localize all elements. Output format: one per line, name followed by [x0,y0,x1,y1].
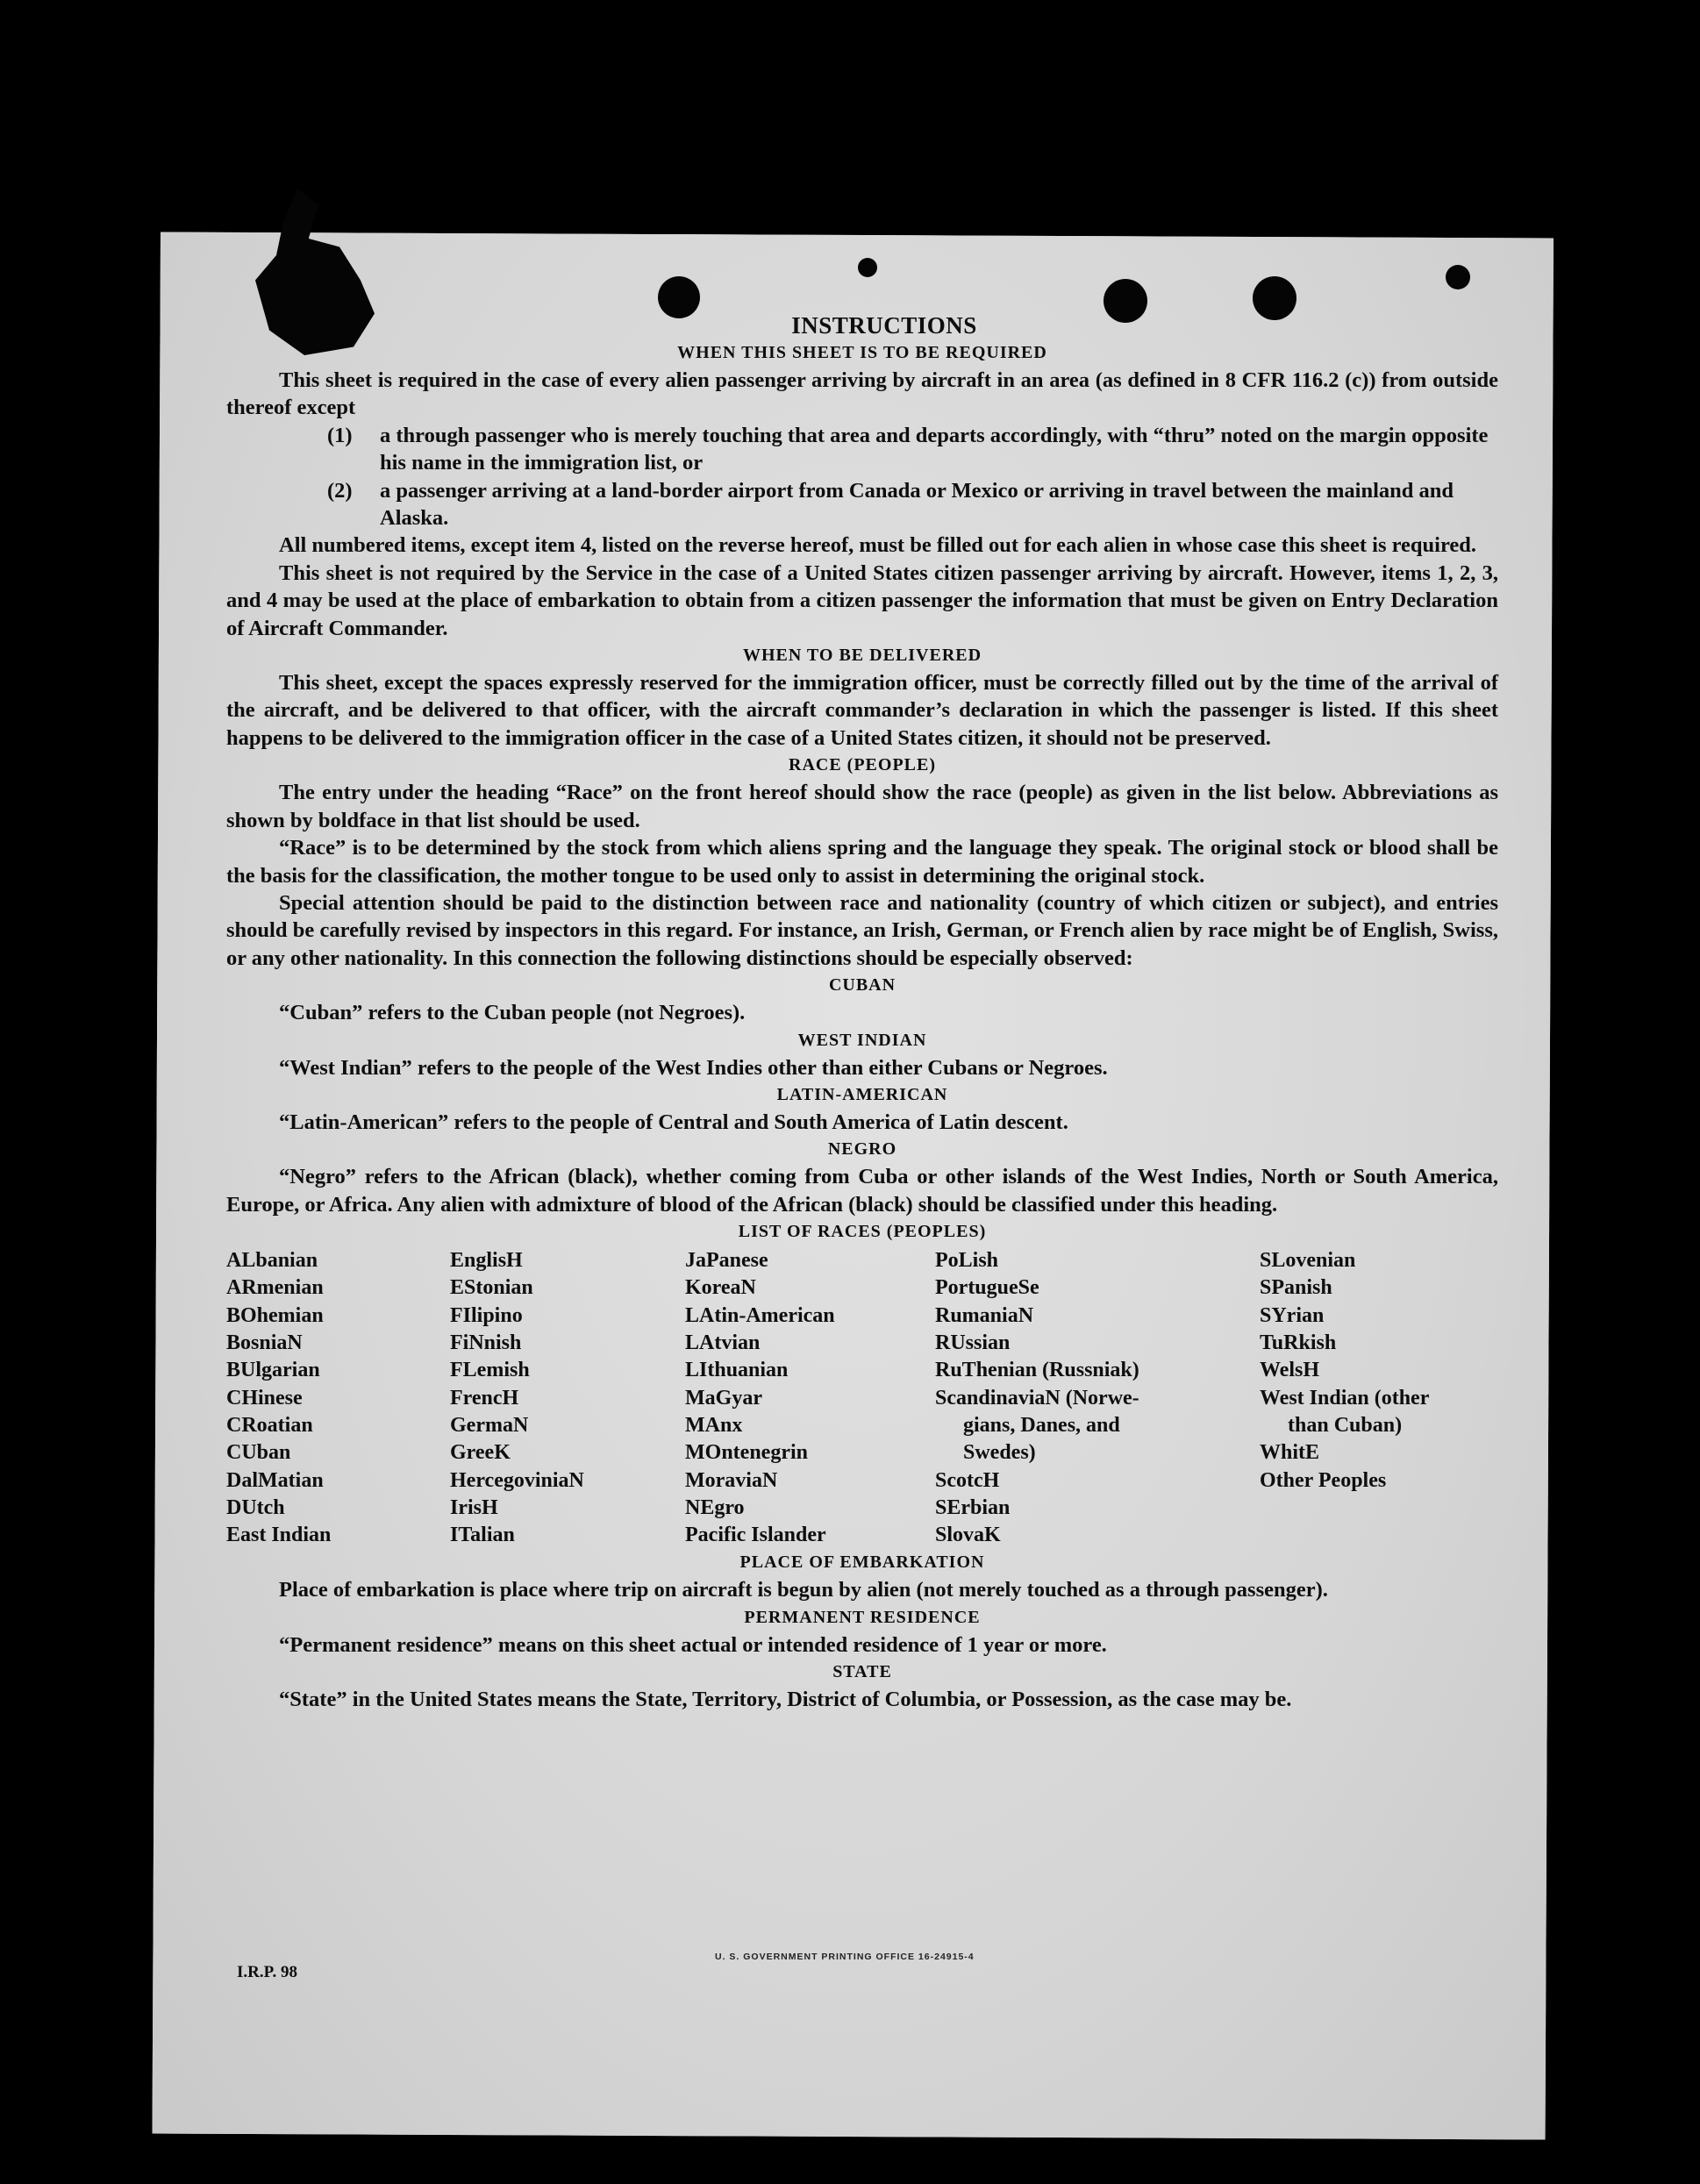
paragraph: “Latin-American” refers to the people of Central and South America of Latin descent. [279,1110,1068,1134]
race-item: RuThenian (Russniak) [935,1359,1139,1382]
race-item: HercegoviniaN [450,1468,584,1492]
race-item: TuRkish [1260,1331,1337,1355]
race-item: SlovaK [935,1524,1001,1547]
race-item: WelsH [1260,1359,1320,1382]
race-item: SLovenian [1260,1249,1356,1273]
race-item: FiNnish [450,1331,522,1355]
race-item: EnglisH [450,1249,523,1273]
race-item: West Indian (other [1260,1386,1430,1410]
race-item: MoraviaN [685,1468,778,1492]
paragraph: “Race” is to be determined by the stock from which aliens spring and the language they speak. The original stock or blood shall be the basis for the classification, the mother tongue to be used only to assist in determining the original stock. [226,836,1498,888]
race-item: DUtch [226,1495,285,1519]
item-text: a passenger arriving at a land-border airport from Canada or Mexico or arriving in travel between the mainland and Alaska. [380,478,1454,531]
race-item: IrisH [450,1495,498,1519]
race-item: ITalian [450,1524,515,1547]
race-item: FLemish [450,1359,530,1382]
race-item: WhitE [1260,1441,1320,1465]
race-item: LAtin-American [685,1303,835,1327]
paragraph: “Permanent residence” means on this sheet actual or intended residence of 1 year or more. [279,1632,1107,1657]
race-item: KoreaN [685,1276,756,1300]
paragraph: This sheet, except the spaces expressly reserved for the immigration officer, must be correctly filled out by the time of the arrival of the aircraft, and be delivered to that officer, with the aircraft commander’s declaration in which the passenger is listed. If this sheet happens to be delivered to the immigration officer in the case of a United States citizen, it should not be preserved. [226,671,1498,750]
item-text: a through passenger who is merely touching that area and departs accordingly, with “thru” noted on the margin opposite his name in the immigration list, or [380,423,1489,475]
instructions-body [226,311,1498,1714]
race-item: SPanish [1260,1276,1332,1300]
race-item: ARmenian [226,1276,324,1300]
section-heading: WHEN THIS SHEET IS TO BE REQUIRED [677,343,1047,362]
section-heading: RACE (PEOPLE) [789,755,936,775]
punch-hole-5 [1446,265,1470,289]
paragraph: “Negro” refers to the African (black), whether coming from Cuba or other islands of the West Indies, North or South America, Europe, or Africa. Any alien with admixture of blood of the African (black) should be classified under this heading. [226,1165,1498,1217]
section-heading: PERMANENT RESIDENCE [744,1607,981,1627]
race-item: ScotcH [935,1468,1000,1492]
race-item: gians, Danes, and [963,1413,1120,1437]
list-item [226,422,1498,477]
race-item: CHinese [226,1386,303,1410]
list-item [226,477,1498,532]
form-number: I.R.P. 98 [237,1963,297,1981]
race-item: PortugueSe [935,1276,1039,1300]
section-heading: LATIN-AMERICAN [776,1084,948,1104]
paragraph: “Cuban” refers to the Cuban people (not Negroes). [279,1001,746,1025]
race-column [226,1247,450,1549]
race-item: CUban [226,1441,291,1465]
race-column [1260,1247,1496,1549]
race-item: LIthuanian [685,1359,789,1382]
race-column [685,1247,935,1549]
race-item: ALbanian [226,1249,318,1273]
item-number: (1) [327,423,353,447]
page-title: INSTRUCTIONS [791,312,977,339]
punch-hole-4 [858,258,877,277]
race-item: PoLish [935,1249,999,1273]
race-item: than Cuban) [1288,1413,1403,1437]
section-heading: LIST OF RACES (PEOPLES) [738,1222,987,1242]
race-item: MaGyar [685,1386,762,1410]
paragraph: This sheet is not required by the Service in the case of a United States citizen passenger arriving by aircraft. However, items 1, 2, 3, and 4 may be used at the place of embarkation to obtain from a citizen passenger the information that must be given on Entry Declaration of Aircraft Commander. [226,560,1498,640]
race-item: LAtvian [685,1331,761,1355]
race-item: MAnx [685,1413,743,1437]
race-item: BUlgarian [226,1359,320,1382]
race-item: CRoatian [226,1413,313,1437]
paragraph: All numbered items, except item 4, listed on the reverse hereof, must be filled out for each alien in whose case this sheet is required. [279,533,1477,558]
paragraph: The entry under the heading “Race” on the front hereof should show the race (people) as given in the list below. Abbreviations as shown by boldface in that list should be used. [226,781,1498,832]
printer-line: U. S. GOVERNMENT PRINTING OFFICE 16-24915-4 [715,1952,975,1962]
race-item: BosniaN [226,1331,303,1355]
race-item: Other Peoples [1260,1468,1387,1492]
race-item: GermaN [450,1413,529,1437]
section-heading: CUBAN [828,975,896,996]
race-item: FrencH [450,1386,519,1410]
race-item: BOhemian [226,1303,324,1327]
race-item: Pacific Islander [685,1524,826,1547]
race-item: East Indian [226,1524,332,1547]
race-item: MOntenegrin [685,1441,808,1465]
race-item: SYrian [1260,1303,1325,1327]
race-item: GreeK [450,1441,511,1465]
race-item: Swedes) [963,1441,1036,1465]
race-item: RUssian [935,1331,1011,1355]
section-heading: PLACE OF EMBARKATION [739,1552,985,1573]
race-item: NEgro [685,1495,745,1519]
section-heading: STATE [832,1662,892,1682]
section-heading: WEST INDIAN [797,1030,927,1050]
paragraph: This sheet is required in the case of every alien passenger arriving by aircraft in an area (as defined in 8 CFR 116.2 (c)) from outside thereof except [226,368,1498,420]
paragraph: Special attention should be paid to the distinction between race and nationality (country of which citizen or subject), and entries should be carefully revised by inspectors in this regard. For instance, an Irish, German, or French alien by race might be of English, Swiss, or any other nationality. In this connection the following distinctions should be especially observed: [226,890,1498,970]
race-item: RumaniaN [935,1303,1034,1327]
item-number: (2) [327,478,353,503]
paragraph: “State” in the United States means the State, Territory, District of Columbia, or Possession, as the case may be. [279,1688,1292,1712]
paragraph: “West Indian” refers to the people of the West Indies other than either Cubans or Negroes. [279,1055,1108,1080]
race-column [450,1247,685,1549]
race-item: FIlipino [450,1303,523,1327]
race-list [226,1247,1498,1549]
section-heading: NEGRO [827,1139,897,1160]
race-item: JaPanese [685,1249,768,1273]
paragraph: Place of embarkation is place where trip on aircraft is begun by alien (not merely touched as a through passenger). [279,1578,1328,1602]
race-column [935,1247,1260,1549]
race-item: ScandinaviaN (Norwe- [935,1386,1139,1410]
section-heading: WHEN TO BE DELIVERED [742,646,982,666]
race-item: DalMatian [226,1468,324,1492]
race-item: SErbian [935,1495,1011,1519]
punch-hole-6 [311,270,325,284]
race-item: EStonian [450,1276,533,1300]
